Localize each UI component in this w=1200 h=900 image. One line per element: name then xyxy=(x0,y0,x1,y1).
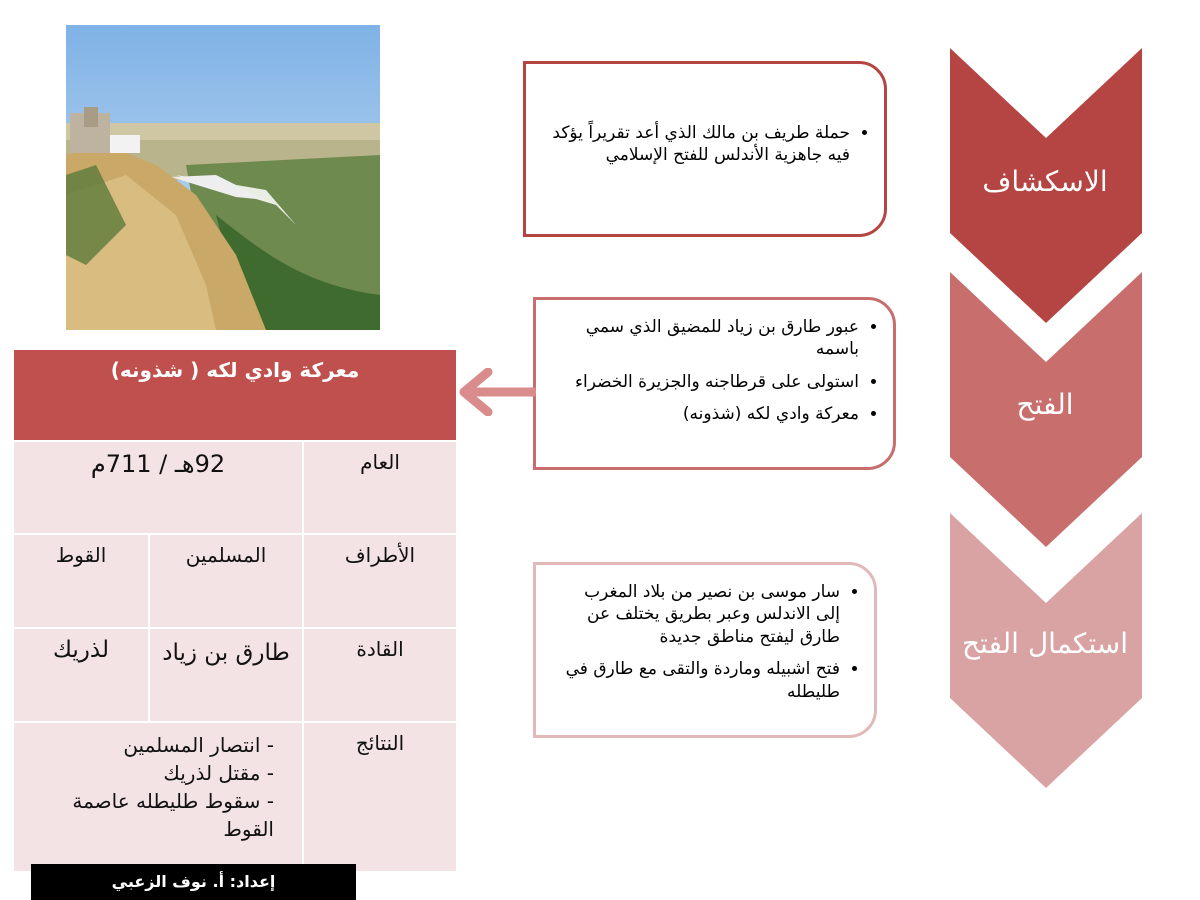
stage-label-completion: استكمال الفتح xyxy=(961,627,1129,660)
list-item: • استولى على قرطاجنه والجزيرة الخضراء xyxy=(562,371,859,393)
sides-label: الأطراف xyxy=(303,534,457,628)
result-item: - مقتل لذريك xyxy=(163,761,274,785)
list-item: • فتح اشبيله وماردة والتقى مع طارق في طليطله xyxy=(562,658,840,703)
list-item: • عبور طارق بن زياد للمضيق الذي سمي باسمه xyxy=(562,316,859,361)
list-item: • حملة طريف بن مالك الذي أعد تقريراً يؤكد فيه جاهزية الأندلس للفتح الإسلامي xyxy=(552,122,850,167)
battle-title: معركة وادي لكه ( شذونه) xyxy=(13,349,457,441)
author-credit: إعداد: أ. نوف الزعبي xyxy=(31,864,356,900)
left-arrow-icon xyxy=(458,368,536,416)
leaders-label: القادة xyxy=(303,628,457,722)
completion-box xyxy=(533,562,877,738)
list-item: • معركة وادي لكه (شذونه) xyxy=(562,403,859,425)
landscape-photo xyxy=(66,25,380,330)
stage-label-conquest: الفتح xyxy=(1016,388,1074,421)
result-item: - انتصار المسلمين xyxy=(123,733,274,757)
year-label: العام xyxy=(303,441,457,534)
results-label: النتائج xyxy=(303,722,457,872)
completion-list xyxy=(562,581,852,703)
result-item: - سقوط طليطله عاصمة القوط xyxy=(72,789,274,841)
side-goths: القوط xyxy=(13,534,149,628)
stage-label-exploration: الاسكشاف xyxy=(982,165,1108,198)
results-cell xyxy=(13,722,303,872)
leader-roderic: لذريك xyxy=(13,628,149,722)
conquest-list xyxy=(562,316,871,426)
battle-table xyxy=(12,348,458,873)
leader-tariq: طارق بن زياد xyxy=(149,628,303,722)
side-muslims: المسلمين xyxy=(149,534,303,628)
conquest-box xyxy=(533,297,896,470)
exploration-box xyxy=(523,61,887,237)
exploration-list xyxy=(552,122,862,167)
year-value: 92هـ / 711م xyxy=(13,441,303,534)
list-item: • سار موسى بن نصير من بلاد المغرب إلى الاندلس وعبر بطريق يختلف عن طارق ليفتح مناطق جديدة xyxy=(562,581,840,648)
